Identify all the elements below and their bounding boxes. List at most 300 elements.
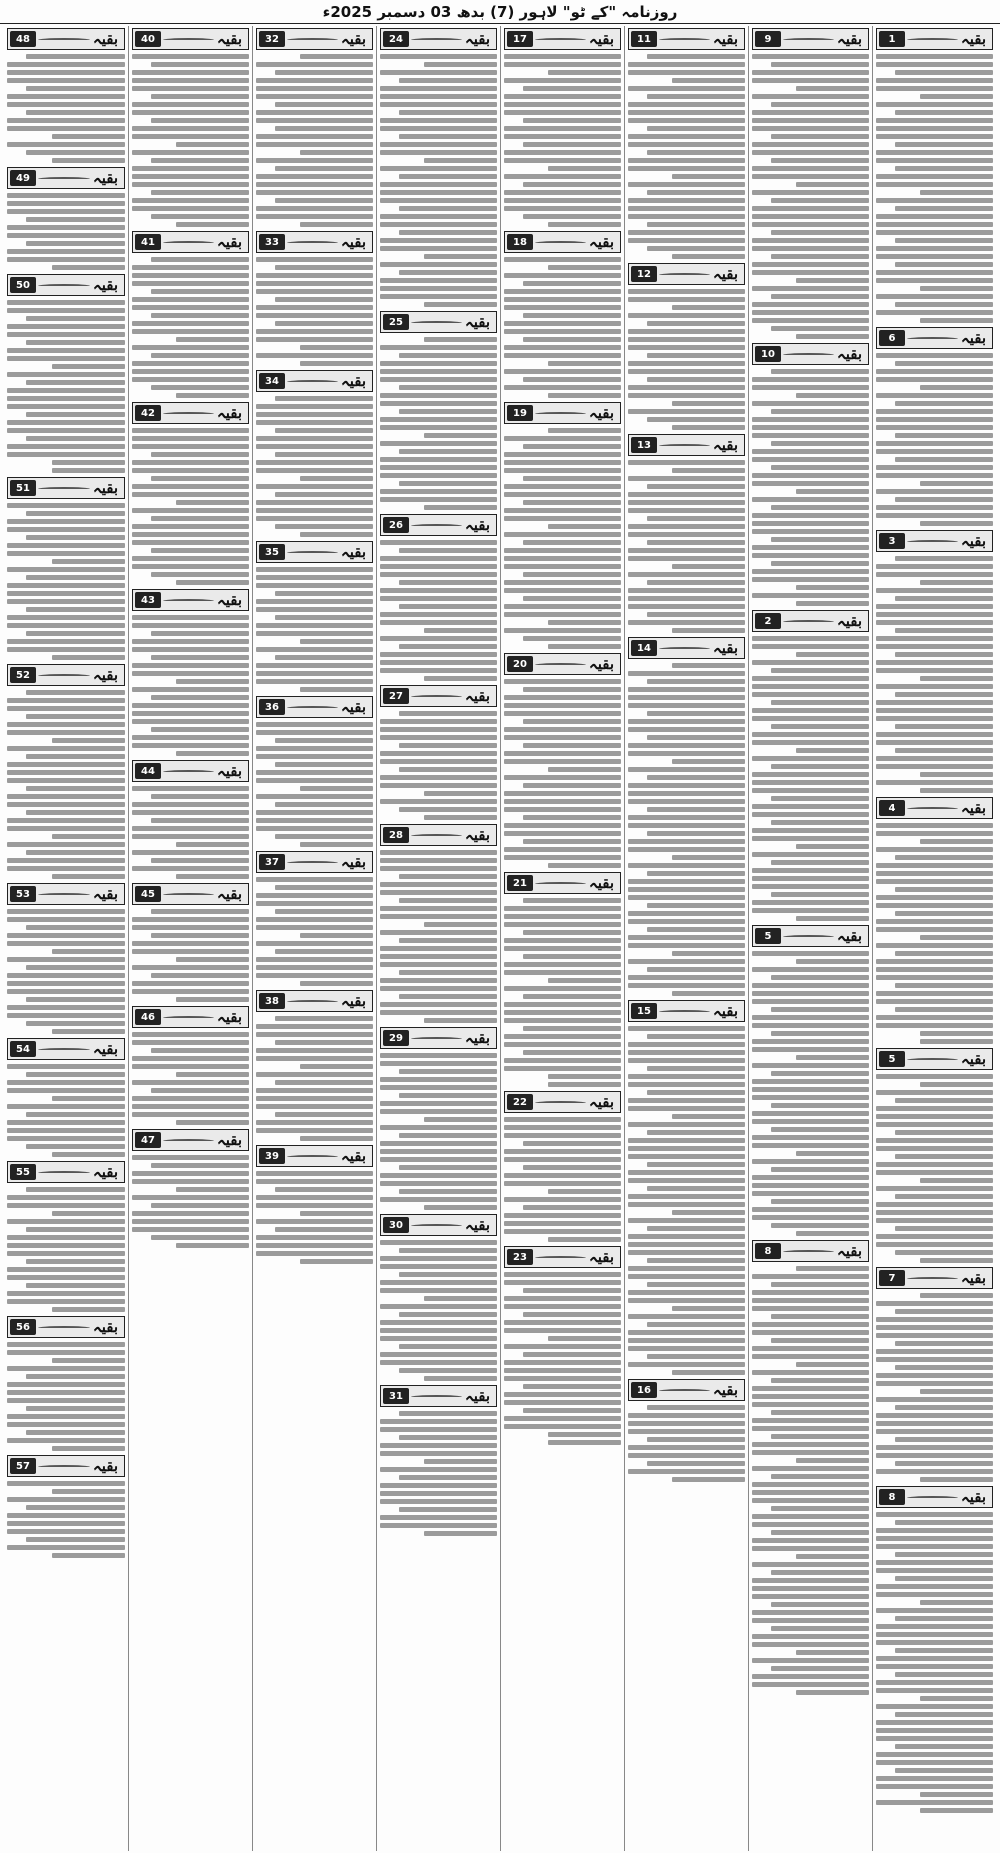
continuation-block (7, 274, 125, 475)
text-line (752, 900, 869, 905)
text-line (752, 1354, 869, 1359)
text-line (628, 409, 745, 414)
text-line (672, 628, 745, 633)
article-text-lines (752, 1264, 869, 1697)
text-line (895, 1250, 993, 1255)
text-line (300, 54, 373, 59)
text-line (380, 1141, 497, 1146)
text-line (7, 730, 125, 735)
text-line (176, 500, 249, 505)
text-line (771, 724, 869, 729)
text-line (132, 949, 249, 954)
article-text-lines (132, 784, 249, 881)
text-line (876, 975, 993, 980)
text-line (7, 1529, 125, 1534)
continuation-block (132, 28, 249, 229)
continuation-banner (7, 1316, 125, 1338)
continuation-block (752, 28, 869, 341)
banner-swoosh-decoration (659, 273, 710, 277)
text-line (771, 537, 869, 542)
text-line (628, 238, 745, 243)
text-line (132, 639, 249, 644)
text-line (523, 500, 621, 505)
column (624, 26, 748, 1851)
text-line (628, 1290, 745, 1295)
text-line (752, 1634, 869, 1639)
banner-swoosh-decoration (907, 540, 958, 544)
text-line (752, 78, 869, 83)
text-line (647, 1162, 745, 1167)
text-line (504, 1360, 621, 1365)
text-line (920, 94, 993, 99)
text-line (380, 377, 497, 382)
text-line (504, 548, 621, 553)
text-line (176, 1072, 249, 1077)
text-line (256, 289, 373, 294)
text-line (895, 911, 993, 916)
text-line (380, 1149, 497, 1154)
continuation-banner (7, 274, 125, 296)
text-line (504, 855, 621, 860)
text-line (504, 1157, 621, 1162)
text-line (628, 1274, 745, 1279)
text-line (151, 858, 249, 863)
continuation-number: 4 (879, 800, 905, 816)
text-line (399, 1272, 497, 1277)
text-line (399, 604, 497, 609)
text-line (628, 1050, 745, 1055)
text-line (399, 1069, 497, 1074)
text-line (256, 679, 373, 684)
text-line (876, 1349, 993, 1354)
text-line (256, 1203, 373, 1208)
text-line (548, 166, 621, 171)
text-line (796, 1362, 869, 1367)
continuation-number: 53 (10, 886, 36, 902)
column (500, 26, 624, 1851)
text-line (7, 1342, 125, 1347)
continuation-block (752, 925, 869, 1238)
text-line (628, 743, 745, 748)
article-text-lines (132, 426, 249, 587)
article-text-lines (256, 1169, 373, 1266)
text-line (7, 78, 125, 83)
text-line (256, 965, 373, 970)
continuation-block (256, 990, 373, 1143)
text-line (876, 919, 993, 924)
continuation-block (132, 760, 249, 881)
text-line (628, 847, 745, 852)
text-line (504, 452, 621, 457)
text-line (876, 1656, 993, 1661)
continuation-block (7, 167, 125, 272)
text-line (920, 481, 993, 486)
continuation-number: 13 (631, 437, 657, 453)
text-line (920, 1389, 993, 1394)
continuation-banner (752, 610, 869, 632)
text-line (523, 839, 621, 844)
article-text-lines (7, 1062, 125, 1159)
text-line (399, 270, 497, 275)
text-line (26, 1227, 125, 1232)
text-line (876, 310, 993, 315)
text-line (380, 286, 497, 291)
text-line (275, 885, 373, 890)
text-line (523, 142, 621, 147)
text-line (151, 1163, 249, 1168)
text-line (275, 591, 373, 596)
text-line (876, 1090, 993, 1095)
article-text-lines (752, 634, 869, 923)
text-line (628, 1074, 745, 1079)
text-line (7, 308, 125, 313)
text-line (647, 967, 745, 972)
text-line (647, 54, 745, 59)
text-line (52, 364, 125, 369)
text-line (647, 871, 745, 876)
banner-swoosh-decoration (163, 1139, 214, 1143)
text-line (504, 353, 621, 358)
text-line (380, 489, 497, 494)
text-line (151, 655, 249, 660)
text-line (275, 802, 373, 807)
text-line (504, 1034, 621, 1039)
text-line (7, 1366, 125, 1371)
text-line (504, 1117, 621, 1122)
column (252, 26, 376, 1851)
text-line (876, 150, 993, 155)
text-line (523, 596, 621, 601)
article-text-lines (876, 1072, 993, 1265)
text-line (275, 297, 373, 302)
text-line (876, 505, 993, 510)
text-line (504, 962, 621, 967)
article-text-lines (7, 688, 125, 881)
text-line (380, 799, 497, 804)
text-line (548, 1237, 621, 1242)
text-line (151, 385, 249, 390)
text-line (380, 425, 497, 430)
text-line (876, 1413, 993, 1418)
text-line (151, 1235, 249, 1240)
text-line (628, 1469, 745, 1474)
text-line (26, 535, 125, 540)
text-line (771, 294, 869, 299)
article-text-lines (7, 52, 125, 165)
continuation-banner (7, 28, 125, 50)
text-line (523, 743, 621, 748)
text-line (26, 511, 125, 516)
text-line (647, 516, 745, 521)
continuation-banner (628, 637, 745, 659)
continuation-banner (876, 1486, 993, 1508)
text-line (876, 353, 993, 358)
continuation-block (876, 797, 993, 1046)
text-line (26, 631, 125, 636)
article-text-lines (504, 1115, 621, 1244)
text-line (752, 553, 869, 558)
text-line (26, 436, 125, 441)
text-line (26, 150, 125, 155)
continuation-block (380, 311, 497, 512)
text-line (523, 540, 621, 545)
text-line (7, 866, 125, 871)
text-line (771, 796, 869, 801)
text-line (752, 270, 869, 275)
text-line (876, 1015, 993, 1020)
banner-swoosh-decoration (535, 1101, 586, 1105)
text-line (628, 1026, 745, 1031)
text-line (752, 577, 869, 582)
text-line (151, 313, 249, 318)
text-line (504, 516, 621, 521)
text-line (895, 748, 993, 753)
text-line (132, 711, 249, 716)
text-line (895, 983, 993, 988)
text-line (7, 941, 125, 946)
text-line (399, 1248, 497, 1253)
text-line (7, 762, 125, 767)
text-line (876, 1234, 993, 1239)
banner-swoosh-decoration (163, 770, 214, 774)
text-line (7, 372, 125, 377)
text-line (256, 1219, 373, 1224)
text-line (876, 294, 993, 299)
text-line (132, 866, 249, 871)
text-line (895, 1712, 993, 1717)
text-line (548, 767, 621, 772)
text-line (672, 855, 745, 860)
continuation-banner (876, 327, 993, 349)
continuation-label: بقیہ (340, 372, 366, 390)
continuation-banner (876, 1048, 993, 1070)
text-line (256, 1088, 373, 1093)
text-line (151, 548, 249, 553)
text-line (895, 70, 993, 75)
text-line (876, 1624, 993, 1629)
text-line (796, 585, 869, 590)
text-line (256, 436, 373, 441)
continuation-banner (7, 1455, 125, 1477)
text-line (7, 1545, 125, 1550)
text-line (876, 1632, 993, 1637)
text-line (752, 481, 869, 486)
text-line (876, 732, 993, 737)
continuation-number: 17 (507, 31, 533, 47)
text-line (523, 930, 621, 935)
text-line (151, 190, 249, 195)
text-line (628, 1445, 745, 1450)
text-line (7, 599, 125, 604)
text-line (876, 1720, 993, 1725)
text-line (504, 1424, 621, 1429)
text-line (752, 1346, 869, 1351)
text-line (876, 991, 993, 996)
text-line (876, 1325, 993, 1330)
continuation-banner (380, 685, 497, 707)
text-line (523, 898, 621, 903)
text-line (771, 1410, 869, 1415)
continuation-label: بقیہ (216, 1008, 242, 1026)
text-line (895, 401, 993, 406)
text-line (256, 941, 373, 946)
continuation-label: بقیہ (960, 532, 986, 550)
text-line (548, 428, 621, 433)
text-line (876, 489, 993, 494)
continuation-label: بقیہ (340, 698, 366, 716)
text-line (752, 166, 869, 171)
text-line (151, 818, 249, 823)
text-line (876, 254, 993, 259)
text-line (380, 540, 497, 545)
text-line (151, 214, 249, 219)
text-line (504, 906, 621, 911)
continuation-label: بقیہ (92, 1318, 118, 1336)
text-line (380, 1483, 497, 1488)
text-line (52, 1307, 125, 1312)
continuation-number: 15 (631, 1003, 657, 1019)
text-line (876, 604, 993, 609)
continuation-number: 19 (507, 405, 533, 421)
text-line (647, 580, 745, 585)
text-line (523, 1288, 621, 1293)
text-line (399, 1165, 497, 1170)
text-line (876, 393, 993, 398)
continuation-label: بقیہ (464, 687, 490, 705)
continuation-number: 38 (259, 993, 285, 1009)
continuation-number: 26 (383, 517, 409, 533)
text-line (256, 305, 373, 310)
text-line (380, 775, 497, 780)
text-line (380, 1077, 497, 1082)
text-line (647, 222, 745, 227)
text-line (647, 1405, 745, 1410)
text-line (548, 644, 621, 649)
text-line (424, 1117, 497, 1122)
text-line (647, 903, 745, 908)
continuation-number: 48 (10, 31, 36, 47)
text-line (26, 86, 125, 91)
text-line (752, 1586, 869, 1591)
text-line (628, 687, 745, 692)
continuation-number: 10 (755, 346, 781, 362)
text-line (876, 1023, 993, 1028)
text-line (628, 1146, 745, 1151)
text-line (256, 810, 373, 815)
banner-swoosh-decoration (783, 38, 834, 42)
text-line (672, 174, 745, 179)
continuation-block (504, 872, 621, 1089)
text-line (151, 572, 249, 577)
text-line (399, 78, 497, 83)
text-line (380, 1264, 497, 1269)
text-line (672, 254, 745, 259)
text-line (380, 882, 497, 887)
text-line (876, 1704, 993, 1709)
continuation-banner (256, 231, 373, 253)
text-line (771, 1223, 869, 1228)
text-line (7, 1267, 125, 1272)
text-line (876, 1544, 993, 1549)
text-line (504, 703, 621, 708)
text-line (523, 214, 621, 219)
text-line (132, 1155, 249, 1160)
text-line (380, 94, 497, 99)
continuation-label: بقیہ (216, 1131, 242, 1149)
text-line (132, 1040, 249, 1045)
text-line (7, 1521, 125, 1526)
banner-swoosh-decoration (411, 38, 462, 42)
text-line (895, 1309, 993, 1314)
article-text-lines (628, 661, 745, 998)
text-line (672, 401, 745, 406)
text-line (399, 1411, 497, 1416)
text-line (52, 1489, 125, 1494)
text-line (876, 1242, 993, 1247)
text-line (176, 1243, 249, 1248)
text-line (504, 1173, 621, 1178)
text-line (256, 730, 373, 735)
text-line (796, 278, 869, 283)
text-line (151, 62, 249, 67)
text-line (380, 361, 497, 366)
text-line (380, 126, 497, 131)
text-line (628, 289, 745, 294)
text-line (920, 1792, 993, 1797)
text-line (380, 345, 497, 350)
text-line (895, 1194, 993, 1199)
text-line (895, 1648, 993, 1653)
text-line (275, 428, 373, 433)
banner-swoosh-decoration (163, 241, 214, 245)
continuation-block (7, 883, 125, 1036)
continuation-banner (7, 167, 125, 189)
continuation-label: بقیہ (960, 1488, 986, 1506)
text-line (132, 150, 249, 155)
text-line (151, 1048, 249, 1053)
text-line (876, 1536, 993, 1541)
text-line (7, 126, 125, 131)
text-line (771, 369, 869, 374)
continuation-block (7, 1455, 125, 1560)
text-line (628, 975, 745, 980)
text-line (132, 1171, 249, 1176)
text-line (876, 740, 993, 745)
text-line (256, 877, 373, 882)
text-line (876, 1776, 993, 1781)
continuation-label: بقیہ (216, 404, 242, 422)
text-line (504, 273, 621, 278)
text-line (380, 1515, 497, 1520)
text-line (647, 711, 745, 716)
text-line (752, 206, 869, 211)
text-line (895, 628, 993, 633)
text-line (424, 62, 497, 67)
continuation-number: 28 (383, 827, 409, 843)
text-line (628, 695, 745, 700)
text-line (876, 126, 993, 131)
text-line (523, 1312, 621, 1317)
text-line (752, 1562, 869, 1567)
text-line (275, 655, 373, 660)
continuation-label: بقیہ (712, 1002, 738, 1020)
text-line (504, 922, 621, 927)
text-line (876, 1784, 993, 1789)
text-line (796, 601, 869, 606)
text-line (7, 1195, 125, 1200)
text-line (504, 1010, 621, 1015)
text-line (7, 1438, 125, 1443)
